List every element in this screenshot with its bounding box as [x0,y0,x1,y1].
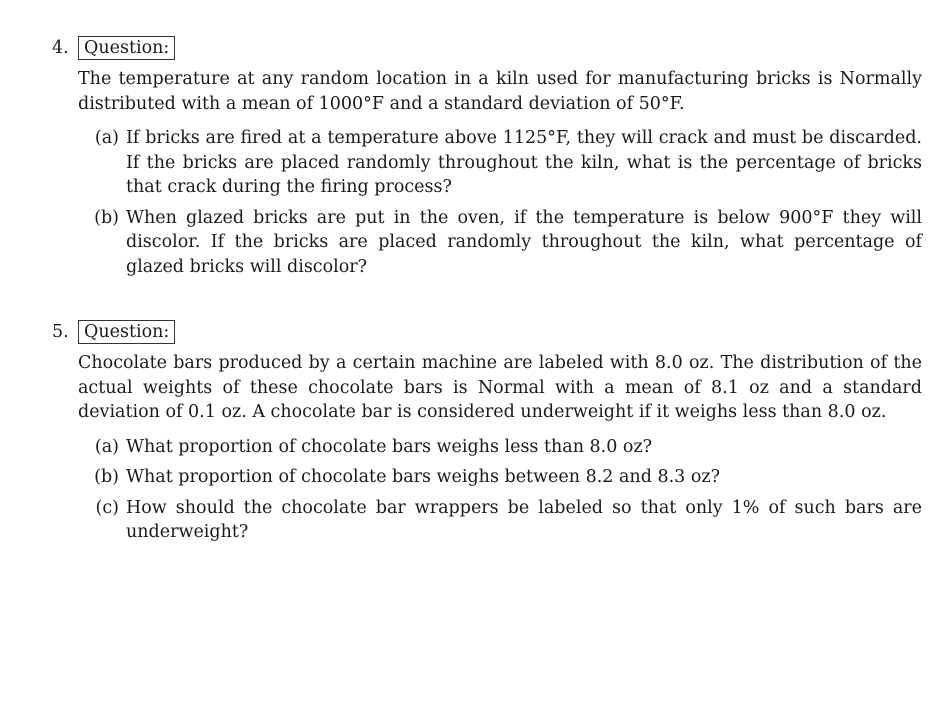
part-label: (b) [94,207,119,228]
question-label-box: Question: [78,36,175,60]
question-intro: Chocolate bars produced by a certain machine are labeled with 8.0 oz. The distribution of the actual weights of these chocolate bars is Normal with a mean of 8.1 oz and a standard deviation of 0.1 oz. A chocolate bar is considered underweight if it weighs less than 8.0 oz. [78,353,922,422]
part-label: (a) [94,128,119,148]
question-parts [52,126,922,279]
question-parts [52,435,922,545]
question-header [52,34,922,62]
part-label: (c) [95,497,119,518]
question-number: 5. [52,321,69,342]
part-text: What proportion of chocolate bars weighs less than 8.0 oz? [126,436,653,457]
question-label-box: Question: [78,320,175,344]
part-text: What proportion of chocolate bars weighs between 8.2 and 8.3 oz? [126,467,721,487]
question-intro: The temperature at any random location in a kiln used for manufacturing bricks is Normally distributed with a mean of 1000°F and a standard deviation of 50°F. [78,69,922,114]
part-text: If bricks are fired at a temperature above 1125°F, they will crack and must be discarded. If the bricks are placed randomly throughout the kiln, what is the percentage of bricks that crack during the firing process? [126,128,922,197]
question-part [52,435,922,460]
part-label: (b) [94,467,119,487]
part-text: How should the chocolate bar wrappers be labeled so that only 1% of such bars are underweight? [126,497,922,542]
question-5 [52,318,922,551]
question-part [52,206,922,280]
question-number: 4. [52,37,69,58]
question-4 [52,34,922,285]
question-part [52,126,922,200]
part-text: When glazed bricks are put in the oven, if the temperature is below 900°F they will discolor. If the bricks are placed randomly throughout the kiln, what percentage of glazed bricks will discolor? [126,207,922,277]
question-part [52,496,922,545]
question-header [52,318,922,346]
question-part [52,465,922,490]
part-label: (a) [94,436,119,457]
